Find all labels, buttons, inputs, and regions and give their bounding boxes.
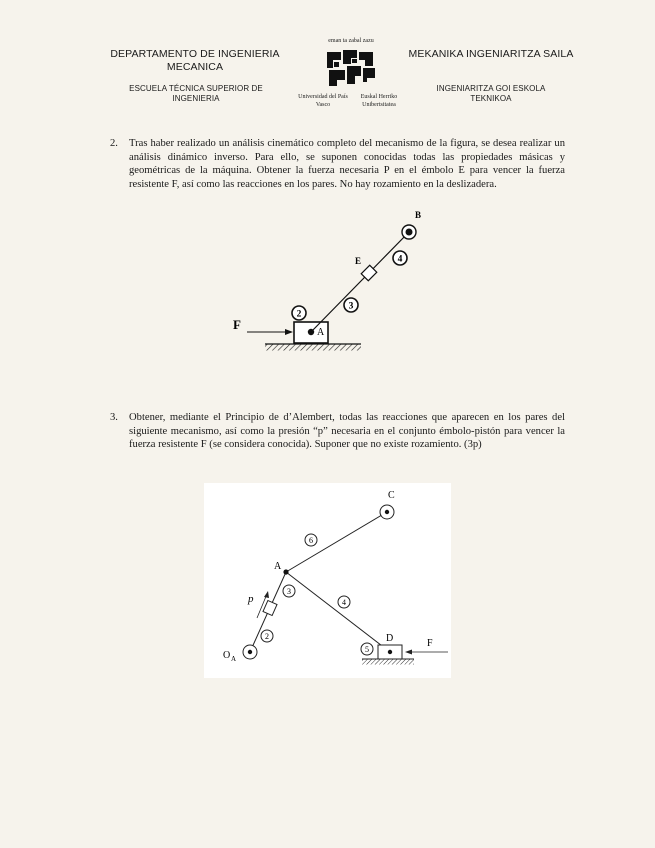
link-4-label: 4 bbox=[342, 598, 346, 607]
logo-emblem-icon bbox=[321, 46, 381, 88]
problem-number: 2. bbox=[110, 138, 118, 149]
link-arm bbox=[311, 232, 409, 332]
link-2-label: 2 bbox=[296, 309, 302, 320]
link-2-label: 2 bbox=[265, 632, 269, 641]
force-label: F bbox=[427, 638, 433, 649]
origin-subscript: A bbox=[231, 655, 237, 663]
link-4 bbox=[286, 572, 390, 652]
link-4-label: 4 bbox=[397, 254, 403, 265]
problem-2 bbox=[110, 137, 565, 191]
mechanism-figure-2 bbox=[225, 205, 435, 360]
point-d-label: D bbox=[386, 633, 394, 644]
force-label: F bbox=[233, 317, 241, 332]
link-5-label: 5 bbox=[365, 645, 369, 654]
link-3-label: 3 bbox=[287, 587, 291, 596]
header-left-subtitle: ESCUELA TÉCNICA SUPERIOR DE INGENIERIA bbox=[129, 84, 263, 103]
problem-number: 3. bbox=[110, 412, 118, 423]
problem-3 bbox=[110, 411, 565, 452]
point-a-label: A bbox=[274, 561, 282, 572]
problem-statement: Obtener, mediante el Principio de d’Alembert, todas las reacciones que aparecen en los pares del siguiente mecanismo, así como la presión “p” necesaria en el conjunto émbolo-pistón para vencer la fuerza resistente F (se considera conocida). Suponer que no existe rozamiento. (3p) bbox=[129, 412, 565, 450]
joint-a bbox=[283, 569, 288, 574]
university-logo bbox=[296, 38, 406, 114]
link-3-label: 3 bbox=[348, 301, 354, 312]
end-label: B bbox=[415, 210, 422, 220]
header-left-title: DEPARTAMENTO DE INGENIERIA MECANICA bbox=[110, 48, 280, 73]
logo-motto: eman ta zabal zazu bbox=[328, 38, 374, 44]
problem-statement: Tras haber realizado un análisis cinemático completo del mecanismo de la figura, se desea realizar un análisis dinámico inverso. Para ello, se suponen conocidas todas las propiedades másicas y geométricas de la máquina. Obtener la fuerza necesaria P en el émbolo E para vencer la fuerza resistente F, así como las reacciones en los pares. No hay rozamiento en la deslizadera. bbox=[129, 138, 565, 190]
slider-label: A bbox=[317, 327, 325, 338]
ground-hatch bbox=[362, 660, 414, 665]
header-right-title: MEKANIKA INGENIARITZA SAILA bbox=[408, 48, 574, 60]
link-6-label: 6 bbox=[309, 536, 313, 545]
link-6 bbox=[286, 512, 387, 572]
ground-hatch bbox=[265, 345, 361, 351]
logo-caption-spanish: Universidad del País Vasco bbox=[298, 94, 348, 108]
point-c-label: C bbox=[388, 490, 395, 501]
mechanism-figure-3 bbox=[204, 483, 451, 678]
piston-label: E bbox=[355, 256, 362, 266]
pressure-label: p bbox=[248, 593, 254, 605]
joint-b-inner bbox=[406, 229, 413, 236]
logo-caption-basque: Euskal Herriko Unibertsitatea bbox=[360, 94, 398, 108]
origin-label: O bbox=[223, 650, 231, 661]
header-right-subtitle: INGENIARITZA GOI ESKOLA TEKNIKOA bbox=[436, 84, 546, 103]
cylinder-piston bbox=[263, 600, 277, 615]
